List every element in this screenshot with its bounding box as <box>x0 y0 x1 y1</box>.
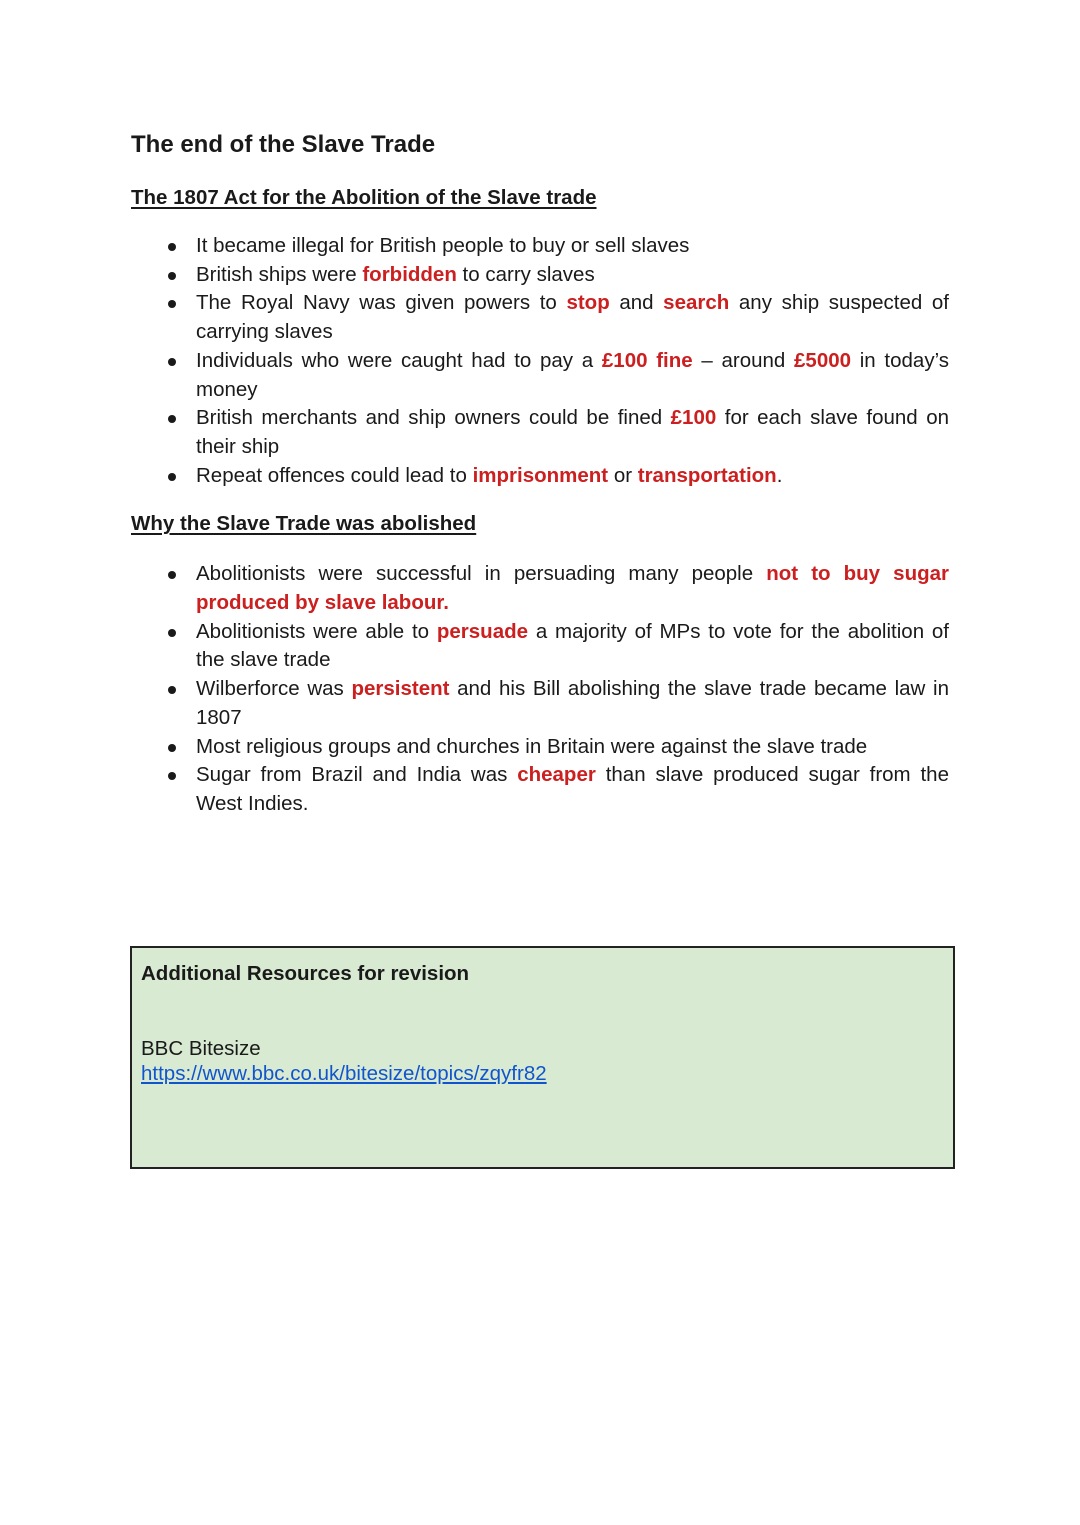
text-run: in today’s money <box>196 348 950 401</box>
text-run: Most religious groups and churches in Britain were against the slave trade <box>196 734 868 758</box>
highlighted-term: £100 <box>670 406 717 430</box>
list-item <box>131 289 949 346</box>
text-run: Sugar from Brazil and India was <box>196 763 518 787</box>
list-item <box>131 675 949 732</box>
highlighted-term: search <box>663 291 730 315</box>
text-run: It became illegal for British people to buy or sell slaves <box>196 234 690 257</box>
highlighted-term: cheaper <box>517 763 596 787</box>
bullet-list-why-abolished <box>131 560 949 818</box>
resource-name-bbc-bitesize: BBC Bitesize <box>141 1037 261 1060</box>
highlighted-term: £5000 <box>794 348 852 372</box>
text-run: and his Bill abolishing the slave trade became law in 1807 <box>196 677 949 729</box>
bbc-bitesize-link[interactable]: https://www.bbc.co.uk/bitesize/topics/zqyfr82 <box>141 1062 547 1085</box>
text-run: Repeat offences could lead to <box>196 463 473 487</box>
list-item <box>131 404 949 461</box>
highlighted-term: stop <box>566 291 610 315</box>
text-run: than slave produced sugar from the West Indies. <box>196 763 949 815</box>
list-item <box>131 462 949 491</box>
text-run: and <box>609 291 664 315</box>
highlighted-term: transportation <box>637 463 777 487</box>
highlighted-term: forbidden <box>362 262 457 286</box>
section-heading-1807-act: The 1807 Act for the Abolition of the Slave trade <box>131 186 597 209</box>
text-run: Abolitionists were successful in persuading many people <box>196 562 767 586</box>
highlighted-term: persuade <box>436 619 529 643</box>
additional-resources-box <box>130 946 955 1169</box>
bullet-list-1807-act <box>131 232 949 490</box>
text-run: British ships were <box>196 262 363 286</box>
list-item <box>131 618 949 675</box>
highlighted-term: £100 fine <box>601 348 693 372</box>
page-title: The end of the Slave Trade <box>131 131 436 158</box>
text-run: to carry slaves <box>456 262 595 286</box>
highlighted-term: not to buy sugar produced by slave labour. <box>196 562 949 615</box>
highlighted-term: persistent <box>351 677 450 701</box>
highlighted-term: imprisonment <box>472 463 609 487</box>
text-run: or <box>608 463 638 487</box>
text-run: The Royal Navy was given powers to <box>196 291 567 315</box>
text-run: a majority of MPs to vote for the abolition of the slave trade <box>196 619 949 672</box>
text-run: Wilberforce was <box>196 677 352 701</box>
list-item <box>131 232 949 261</box>
text-run: – around <box>692 348 795 372</box>
text-run: . <box>776 463 783 487</box>
list-item <box>131 761 949 818</box>
list-item <box>131 733 949 762</box>
document-body <box>131 128 949 819</box>
text-run: any ship suspected of carrying slaves <box>196 291 949 344</box>
list-item <box>131 347 949 404</box>
list-item <box>131 261 949 290</box>
text-run: British merchants and ship owners could be fined <box>196 406 671 430</box>
resources-title: Additional Resources for revision <box>141 962 470 985</box>
text-run: Individuals who were caught had to pay a <box>196 348 602 372</box>
text-run: Abolitionists were able to <box>196 619 437 643</box>
section-heading-why-abolished: Why the Slave Trade was abolished <box>131 512 477 536</box>
list-item <box>131 560 949 617</box>
text-run: for each slave found on their ship <box>196 406 949 458</box>
